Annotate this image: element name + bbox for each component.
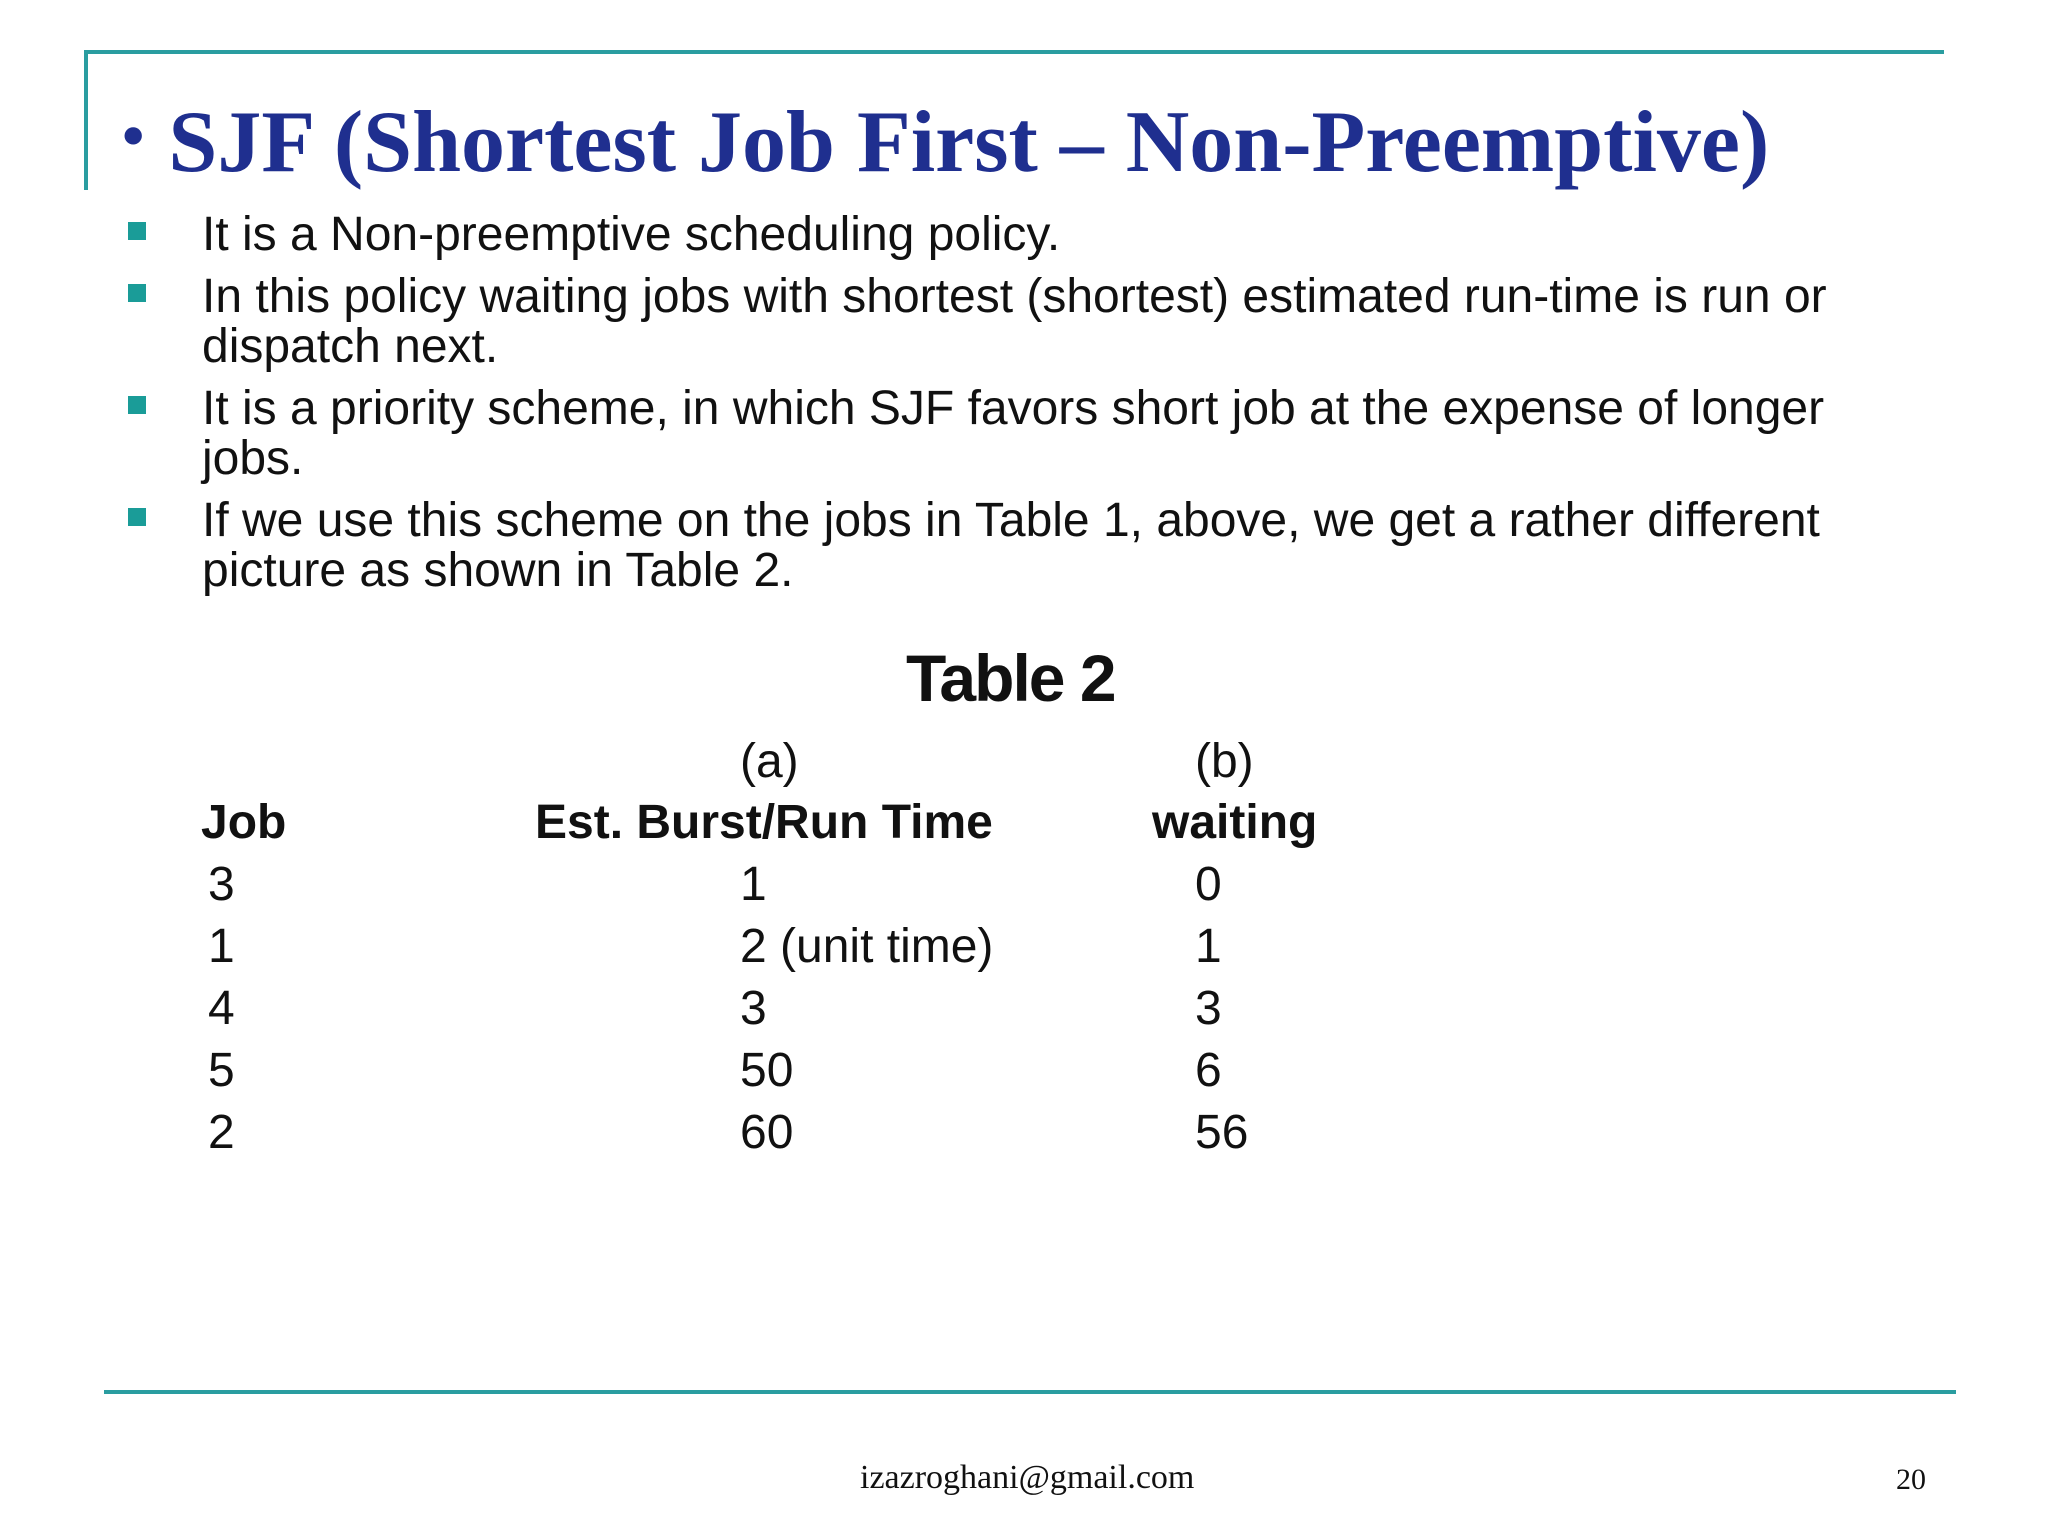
header-burst-time: Est. Burst/Run Time bbox=[535, 796, 993, 849]
bullet-list bbox=[124, 210, 1924, 608]
column-b-marker: (b) bbox=[1195, 735, 1254, 788]
header-job: Job bbox=[201, 796, 287, 849]
square-bullet-icon bbox=[128, 222, 146, 240]
bullet-text: In this policy waiting jobs with shortest (shortest) estimated run-time is run or dispatch next. bbox=[202, 270, 1827, 373]
footer-email: izazroghani@gmail.com bbox=[860, 1459, 1195, 1496]
cell-job: 3 bbox=[208, 858, 235, 911]
cell-job: 4 bbox=[208, 982, 235, 1035]
title-bullet-icon: • bbox=[122, 100, 145, 171]
bullet-text: It is a priority scheme, in which SJF favors short job at the expense of longer jobs. bbox=[202, 382, 1825, 485]
top-rule bbox=[84, 50, 1944, 54]
column-a-marker: (a) bbox=[740, 735, 799, 788]
cell-burst: 50 bbox=[740, 1044, 794, 1097]
slide-title bbox=[122, 86, 1769, 193]
cell-waiting: 1 bbox=[1195, 920, 1222, 973]
square-bullet-icon bbox=[128, 508, 146, 526]
bullet-item bbox=[124, 272, 1924, 372]
cell-waiting: 0 bbox=[1195, 858, 1222, 911]
bullet-item bbox=[124, 210, 1924, 260]
bullet-item bbox=[124, 384, 1924, 484]
cell-waiting: 6 bbox=[1195, 1044, 1222, 1097]
cell-burst: 60 bbox=[740, 1106, 794, 1159]
table-title: Table 2 bbox=[906, 641, 1115, 715]
bottom-rule bbox=[104, 1390, 1956, 1394]
cell-burst: 3 bbox=[740, 982, 767, 1035]
cell-job: 5 bbox=[208, 1044, 235, 1097]
bullet-text: It is a Non-preemptive scheduling policy. bbox=[202, 208, 1061, 261]
cell-waiting: 3 bbox=[1195, 982, 1222, 1035]
bullet-item bbox=[124, 496, 1924, 596]
square-bullet-icon bbox=[128, 396, 146, 414]
cell-job: 2 bbox=[208, 1106, 235, 1159]
bullet-text: If we use this scheme on the jobs in Table 1, above, we get a rather different picture as shown in Table 2. bbox=[202, 494, 1820, 597]
page-number: 20 bbox=[1896, 1463, 1926, 1496]
cell-waiting: 56 bbox=[1195, 1106, 1249, 1159]
cell-burst: 2 (unit time) bbox=[740, 920, 994, 973]
cell-job: 1 bbox=[208, 920, 235, 973]
cell-burst: 1 bbox=[740, 858, 767, 911]
square-bullet-icon bbox=[128, 284, 146, 302]
header-waiting: waiting bbox=[1152, 796, 1318, 849]
left-rule bbox=[84, 50, 88, 190]
slide-title-text: SJF (Shortest Job First – Non-Preemptive) bbox=[168, 94, 1770, 191]
